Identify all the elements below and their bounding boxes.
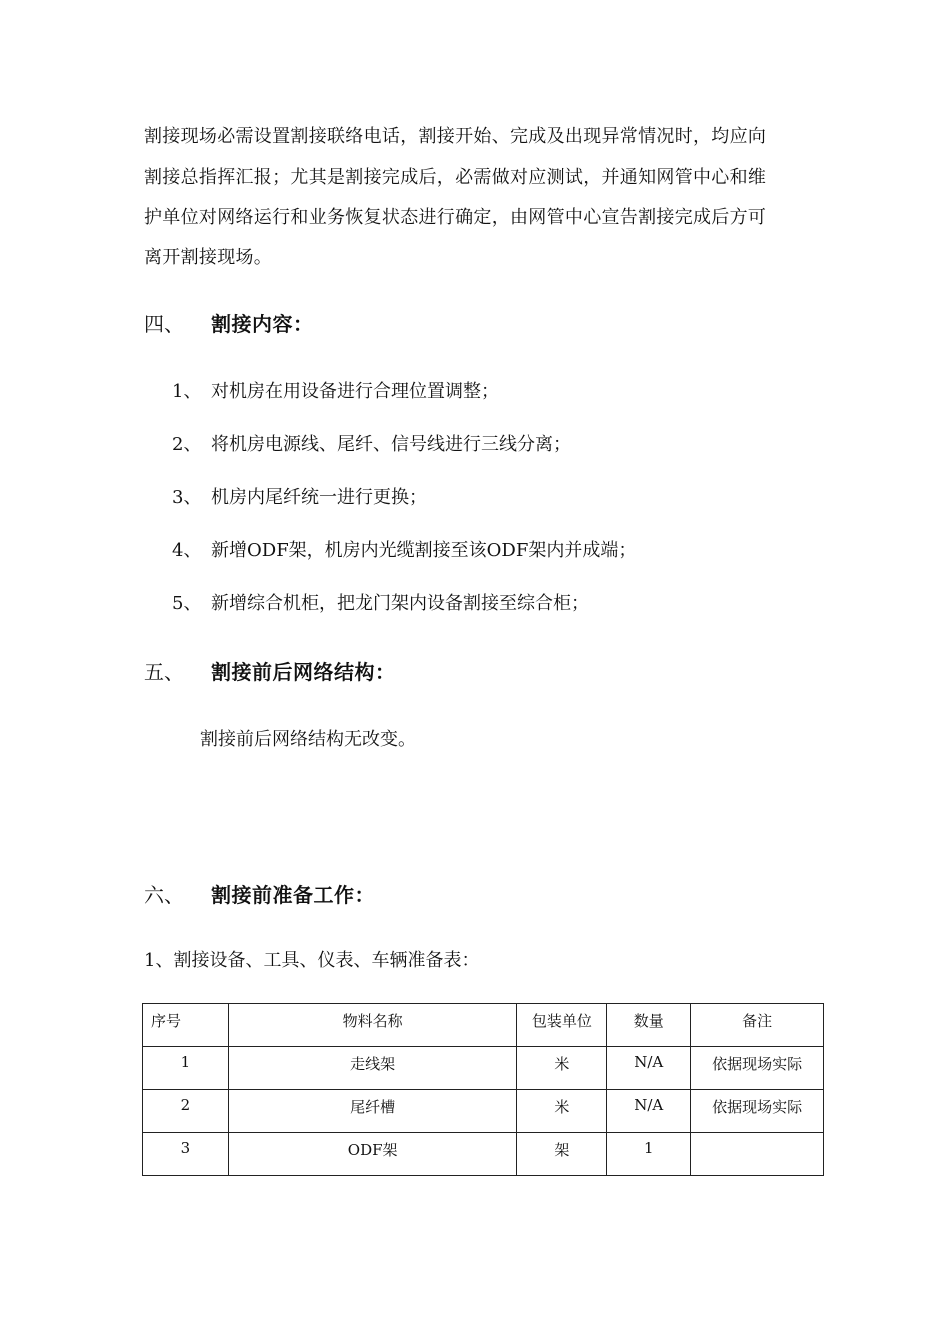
section4-heading [144,312,314,336]
section5-text: 割接前后网络结构无改变。 [200,729,416,750]
section6-heading [144,883,375,907]
table-row [143,1133,824,1176]
preparation-table [142,1003,824,1176]
section6-number: 六、 [144,883,184,907]
intro-line-1: 割接现场必需设置割接联络电话，割接开始、完成及出现异常情况时，均应向 [144,126,767,147]
section4-title: 割接内容： [211,312,314,336]
table-header-row [143,1004,824,1047]
list-item-text: 机房内尾纤统一进行更换； [211,487,427,508]
section6-subtitle: 1、割接设备、工具、仪表、车辆准备表： [144,950,480,971]
list-item-text: 新增ODF架，机房内光缆割接至该ODF架内并成端； [211,540,637,561]
section5-title: 割接前后网络结构： [211,660,396,684]
list-item-number: 1、 [172,381,202,402]
list-item-number: 5、 [172,593,202,614]
section5-heading [144,660,396,684]
section6-title: 割接前准备工作： [211,883,375,907]
header-seq: 序号 [143,1004,229,1047]
list-item [172,488,427,508]
header-name: 物料名称 [228,1004,517,1047]
cell-name: 尾纤槽 [228,1090,517,1133]
list-item [172,435,571,455]
cell-seq: 3 [143,1133,229,1176]
cell-remark: 依据现场实际 [691,1090,824,1133]
header-remark: 备注 [691,1004,824,1047]
cell-seq: 1 [143,1047,229,1090]
cell-name: 走线架 [228,1047,517,1090]
table-row [143,1090,824,1133]
intro-line-4: 离开割接现场。 [144,247,273,268]
list-item-number: 3、 [172,487,202,508]
intro-line-3: 护单位对网络运行和业务恢复状态进行确定，由网管中心宣告割接完成后方可 [144,207,767,228]
cell-unit: 架 [517,1133,607,1176]
list-item [172,382,499,402]
cell-unit: 米 [517,1090,607,1133]
list-item-text: 对机房在用设备进行合理位置调整； [211,381,499,402]
header-qty: 数量 [607,1004,691,1047]
header-unit: 包装单位 [517,1004,607,1047]
list-item-text: 新增综合机柜，把龙门架内设备割接至综合柜； [211,593,589,614]
list-item-number: 2、 [172,434,202,455]
cell-qty: 1 [607,1133,691,1176]
section5-number: 五、 [144,660,184,684]
section4-number: 四、 [144,312,184,336]
list-item-number: 4、 [172,540,202,561]
cell-remark: 依据现场实际 [691,1047,824,1090]
list-item [172,594,589,614]
cell-remark [691,1133,824,1176]
cell-seq: 2 [143,1090,229,1133]
cell-qty: N/A [607,1047,691,1090]
table-row [143,1047,824,1090]
cell-unit: 米 [517,1047,607,1090]
intro-line-2: 割接总指挥汇报；尤其是割接完成后，必需做对应测试，并通知网管中心和维 [144,167,767,188]
list-item [172,541,636,561]
cell-qty: N/A [607,1090,691,1133]
list-item-text: 将机房电源线、尾纤、信号线进行三线分离； [211,434,571,455]
cell-name: ODF架 [228,1133,517,1176]
